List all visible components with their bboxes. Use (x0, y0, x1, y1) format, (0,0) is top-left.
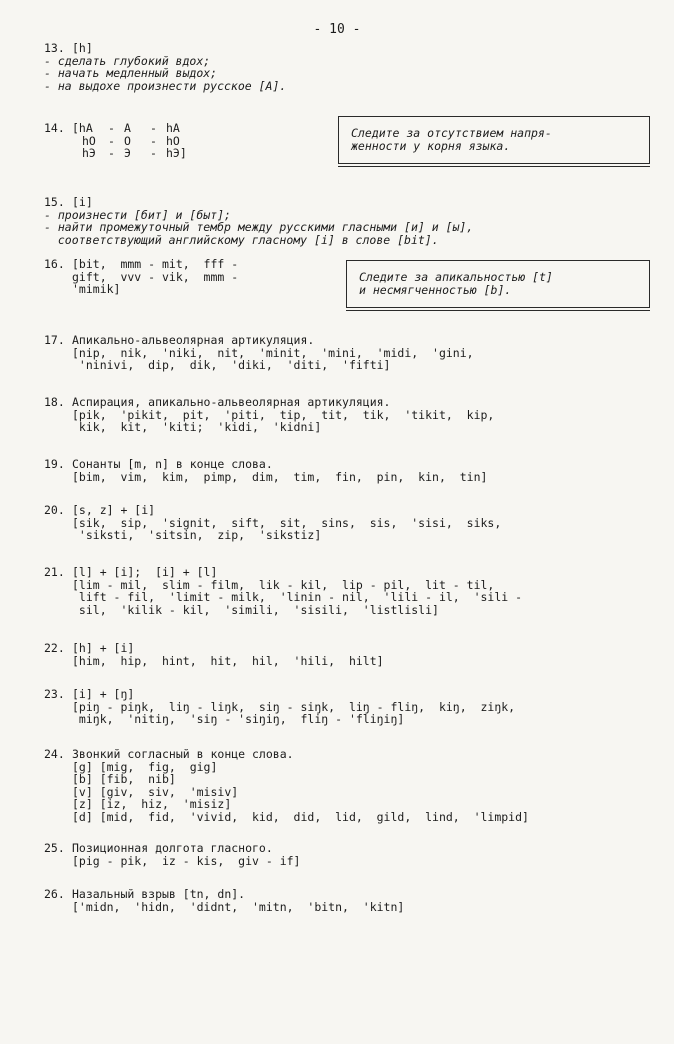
drill-cell: Э (124, 146, 131, 160)
exercise-number: 15. (44, 195, 65, 209)
exercise-title: [i] (72, 195, 93, 209)
tip-line: и несмягченностью [b]. (359, 283, 512, 297)
drill-cell: - (150, 133, 157, 148)
exercise-19 (44, 458, 487, 483)
exercise-number: 24. (44, 747, 65, 761)
exercise-title: [l] + [i]; [i] + [l] (72, 565, 218, 579)
word-line: [d] [mid, fid, 'vivid, kid, did, lid, gild, lind, 'limpid] (72, 809, 529, 824)
exercise-26 (44, 888, 404, 913)
exercise-number: 25. (44, 841, 65, 855)
instruction-line: - начать медленный выдох; (44, 66, 218, 80)
exercise-21 (44, 566, 522, 616)
word-line: lift - fil, 'limit - milk, 'linin - nil, 'lili - il, 'sili - (72, 590, 523, 604)
exercise-number: 14. (44, 121, 65, 135)
exercise-number: 13. (44, 41, 65, 55)
tip-box-14 (338, 116, 650, 164)
exercise-number: 16. (44, 257, 65, 271)
exercise-16 (44, 258, 238, 296)
word-line: miŋk, 'nitiŋ, 'siŋ - 'siŋiŋ, fliŋ - 'fliŋiŋ] (72, 712, 405, 726)
tip-line: Следите за отсутствием напря- (351, 126, 552, 140)
drill-cell: O (124, 133, 131, 148)
word-line: [nip, nik, 'niki, nit, 'minit, 'mini, 'midi, 'gini, (72, 345, 474, 360)
exercise-13 (44, 42, 286, 92)
word-line: gift, vvv - vik, mmm - (72, 269, 239, 284)
drill-cell: - (108, 121, 115, 135)
exercise-23 (44, 688, 515, 726)
word-line: 'ninivi, dip, dik, 'diki, 'diti, 'fifti] (72, 358, 391, 372)
exercise-title: Звонкий согласный в конце слова. (72, 747, 294, 761)
drill-cell: - (150, 121, 157, 135)
drill-cell: hO (82, 133, 96, 148)
exercise-title: Позиционная долгота гласного. (72, 841, 273, 855)
page-number: - 10 - (313, 22, 361, 37)
exercise-number: 19. (44, 457, 65, 471)
word-line: [bim, vim, kim, pimp, dim, tim, fin, pin, kin, tin] (72, 469, 488, 484)
exercise-18 (44, 396, 494, 434)
word-line: [lim - mil, slim - film, lik - kil, lip - pil, lit - til, (72, 577, 495, 592)
instruction-line: - найти промежуточный тембр между русскими гласными [и] и [ы], (44, 220, 474, 234)
word-line: 'siksti, 'sitsin, zip, 'sikstiz] (72, 528, 322, 542)
drill-cell: - (108, 133, 115, 148)
tip-box-16 (346, 260, 650, 308)
exercise-number: 18. (44, 395, 65, 409)
word-line: ['midn, 'hidn, 'didnt, 'mitn, 'bitn, 'kitn] (72, 899, 405, 914)
word-line: [pik, 'pikit, pit, 'piti, tip, tit, tik, 'tikit, kip, (72, 407, 495, 422)
exercise-number: 26. (44, 887, 65, 901)
drill-cell: hA (166, 121, 180, 135)
word-line: [pig - pik, iz - kis, giv - if] (72, 853, 301, 868)
word-line: [him, hip, hint, hit, hil, 'hili, hilt] (72, 653, 384, 668)
word-line: [v] [giv, siv, 'misiv] (72, 784, 239, 799)
word-line: [bit, mmm - mit, fff - (72, 257, 239, 271)
drill-cell: A (124, 121, 131, 135)
word-line: [b] [fib, nib] (72, 772, 176, 786)
drill-cell: [hA (72, 121, 93, 135)
instruction-line: соответствующий английскому гласному [i] в слове [bit]. (44, 232, 439, 247)
tip-line: Следите за апикальностью [t] (359, 270, 553, 284)
drill-cell: - (150, 146, 157, 160)
exercise-title: [i] + [ŋ] (72, 687, 135, 701)
instruction-line: - на выдохе произнести русское [А]. (44, 78, 287, 93)
exercise-number: 22. (44, 641, 65, 655)
exercise-number: 23. (44, 687, 65, 701)
exercise-number: 21. (44, 565, 65, 579)
exercise-title: [h] (72, 41, 93, 55)
sound-drill-grid (72, 122, 194, 160)
exercise-title: Аспирация, апикально-альвеолярная артикуляция. (72, 395, 391, 409)
word-line: [piŋ - piŋk, liŋ - liŋk, siŋ - siŋk, liŋ - fliŋ, kiŋ, ziŋk, (72, 699, 516, 714)
exercise-title: Назальный взрыв [tn, dn]. (72, 887, 246, 901)
exercise-title: [s, z] + [i] (72, 503, 156, 517)
tip-line: женности у корня языка. (351, 139, 511, 153)
exercise-24 (44, 748, 529, 823)
exercise-20 (44, 504, 501, 542)
exercise-title: Сонанты [m, n] в конце слова. (72, 457, 273, 471)
exercise-17 (44, 334, 474, 372)
exercise-number: 20. (44, 503, 65, 517)
word-line: sil, 'kilik - kil, 'simili, 'sisili, 'listlisli] (72, 602, 439, 617)
exercise-number: 17. (44, 333, 65, 347)
drill-cell: hЭ] (166, 146, 187, 160)
instruction-line: - произнести [бит] и [быт]; (44, 207, 231, 222)
word-line: [sik, sip, 'signit, sift, sit, sins, sis, 'sisi, siks, (72, 515, 502, 530)
word-line: kik, kit, 'kiti; 'kidi, 'kidni] (72, 420, 322, 434)
exercise-15 (44, 196, 473, 246)
drill-cell: hЭ (82, 146, 96, 160)
word-line: [g] [mig, fig, gig] (72, 759, 218, 774)
exercise-14 (44, 122, 194, 160)
drill-cell: - (108, 146, 115, 160)
exercise-title: [h] + [i] (72, 641, 135, 655)
exercise-22 (44, 642, 384, 667)
exercise-25 (44, 842, 300, 867)
exercise-title: Апикально-альвеолярная артикуляция. (72, 333, 315, 347)
instruction-line: - сделать глубокий вдох; (44, 53, 211, 68)
drill-cell: hO (166, 133, 180, 148)
word-line: [z] [iz, hiz, 'misiz] (72, 797, 232, 811)
word-line: 'mimik] (72, 282, 121, 296)
